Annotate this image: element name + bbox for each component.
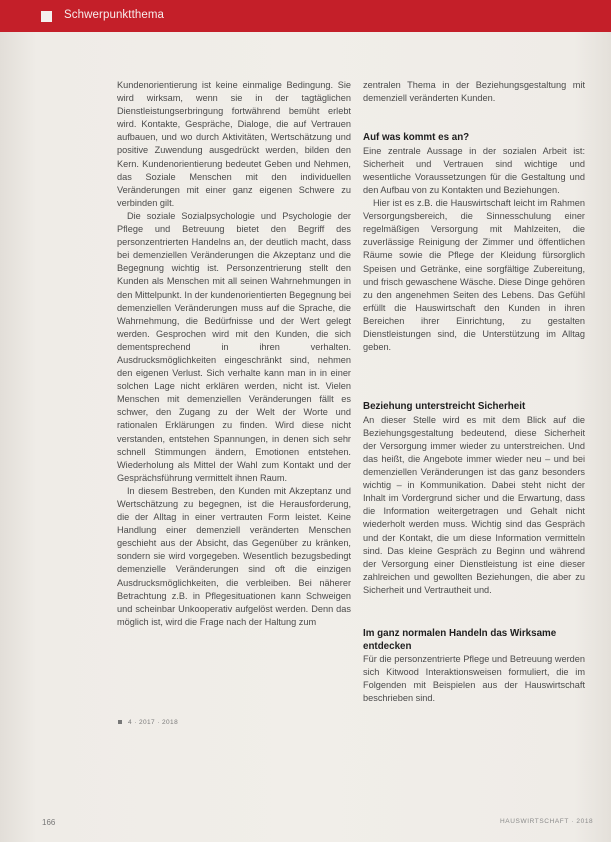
section-heading: Auf was kommt es an?: [363, 132, 470, 144]
body-paragraph: Kundenorientierung ist keine einmalige Bedingung. Sie wird wirksam, wenn sie in der tagtäglichen Dienstleistungserbringung fortwährend bemüht erlebt wird. Kontakte, Gespräche, Dialoge, die auf Vertrauen aufbauen, und wo durch Aktivitäten, Wertschätzung und positive Zuwendung ausgedrückt werden, bilden den Kern. Kundenorientierung bedeutet Geben und Nehmen, das Soziale Menschen mit den individuellen Veränderungen mit einer ganz eigenen Schwere zu verbinden gilt.: [117, 80, 351, 208]
body-paragraph: In diesem Bestreben, den Kunden mit Akzeptanz und Wertschätzung zu begegnen, ist die Herausforderung, die der Alltag in einer vertrauten Form leistet. Keine Handlung einer demenziell veränderten Menschen geschieht aus der Absicht, das Gegenüber zu kränken, sondern sie wird vorgegeben. Wesentlich bezugsbedingt demenzielle Veränderungen sind oft die einzigen Ausdrucksmöglichkeiten, die verbleiben. Bei näherer Betrachtung z.B. in Pflegesituationen kann Schweigen und scheinbar Unkooperativ aufgelöst werden. Denn das möglich ist, wird die Frage nach der Haltung zum: [117, 485, 351, 627]
body-paragraph: An dieser Stelle wird es mit dem Blick auf die Beziehungsgestaltung bedeutend, diese Sicherheit der Versorgung immer wieder zu unterstreichen. Und das heißt, die Angebote immer wieder neu – und bei demenziellen Veränderungen ist das ganz besonders wichtig – in Kommunikation. Dabei steht nicht der Inhalt im Vordergrund sicher und die Erwartung, dass die Information weitergetragen und Gehalt nicht wiederholt werden muss. Wichtig sind das Gespräch und der Kontakt, die um diese Information vermitteln sind. Das kleine Gespräch zu Beginn und während der Versorgung einer Dienstleistung ist eine dieser zahlreichen und gewollten Beziehungen, die aber zu Sicherheit und Vertrautheit und.: [363, 414, 585, 595]
footnote: [118, 719, 348, 726]
footnote-text: 4 · 2017 · 2018: [128, 719, 179, 726]
page-number: 166: [42, 818, 56, 827]
section-header-bar: [0, 0, 611, 32]
header-square-icon: [41, 11, 52, 22]
body-paragraph: Die soziale Sozialpsychologie und Psychologie der Pflege und Betreuung bietet den Begriff des personzentrierten Handelns an, der deutlich macht, dass bei demenziellen Veränderungen die Akzeptanz und die Begegnung wichtig ist. Personzentrierung stellt den Kunden als Menschen mit all seinen Wahrnehmungen in den Mittelpunkt. In der kundenorientierten Begegnung bei demenziellen Veränderungen muss auf die Sprache, die Wahrnehmung, die Bedürfnisse und der Wert gelegt werden. Gesprochen wird mit den Kunden, die sich dementsprechend in ihren verhalten. Ausdrucksmöglichkeiten eingeschränkt sind, nehmen den eigenen Verlust. Sich verhalte kann man in in einer solchen Lage nicht erklären werden, nicht ist. Vielen Menschen mit demenziellen Veränderungen fällt es schwer, den Zugang zu der Welt der Worte und rationalen Erklärungen zu finden. Wird diese nicht verstanden, entstehen Spannungen, in denen sich sehr schnell Stimmungen ändern, Emotionen entstehen. Wiederholung als Mittel der Wahl zum Kontakt und der Gesprächsführung vermittelt ihnen Raum.: [117, 210, 351, 483]
section-heading: Im ganz normalen Handeln das Wirksame entdecken: [363, 628, 557, 652]
right-column: [363, 79, 585, 705]
section-title: Schwerpunktthema: [64, 9, 165, 21]
body-paragraph: zentralen Thema in der Beziehungsgestaltung mit demenziell veränderten Kunden.: [363, 80, 585, 104]
body-paragraph: Eine zentrale Aussage in der sozialen Arbeit ist: Sicherheit und Vertrauen sind wichtige und wesentliche Voraussetzungen für die Gestaltung und den Aufbau von zu Kontakten und Beziehungen.: [363, 145, 585, 195]
section-heading: Beziehung unterstreicht Sicherheit: [363, 401, 526, 413]
left-column: [117, 79, 351, 629]
journal-name: HAUSWIRTSCHAFT · 2018: [500, 818, 594, 825]
footnote-bullet-icon: [118, 720, 122, 724]
body-paragraph: Hier ist es z.B. die Hauswirtschaft leicht im Rahmen Versorgungsbereich, die Sinnesschulung einer regelmäßigen Versorgung mit Mahlzeiten, die zuverlässige Reinigung der Zimmer und öffentlichen Räume sowie die Pflege der Kleidung fürsorglich Speisen und Getränke, eine sorgfältige Zubereitung, und frisch gewaschene Wäsche. Diese Dinge gehören zu den angenehmen Seiten des Lebens. Das Gefühl erfüllt die Hauswirtschaft den Kunden in ihren Bereichen ihrer Einrichtung, zu gestalten Dienstleistungen sind, die Unterstützung im Alltag geben.: [363, 198, 585, 353]
body-paragraph: Für die personzentrierte Pflege und Betreuung werden sich Kitwood Interaktionsweisen formuliert, die im Folgenden mit Beispielen aus der Hauswirtschaft beschrieben sind.: [363, 654, 585, 704]
